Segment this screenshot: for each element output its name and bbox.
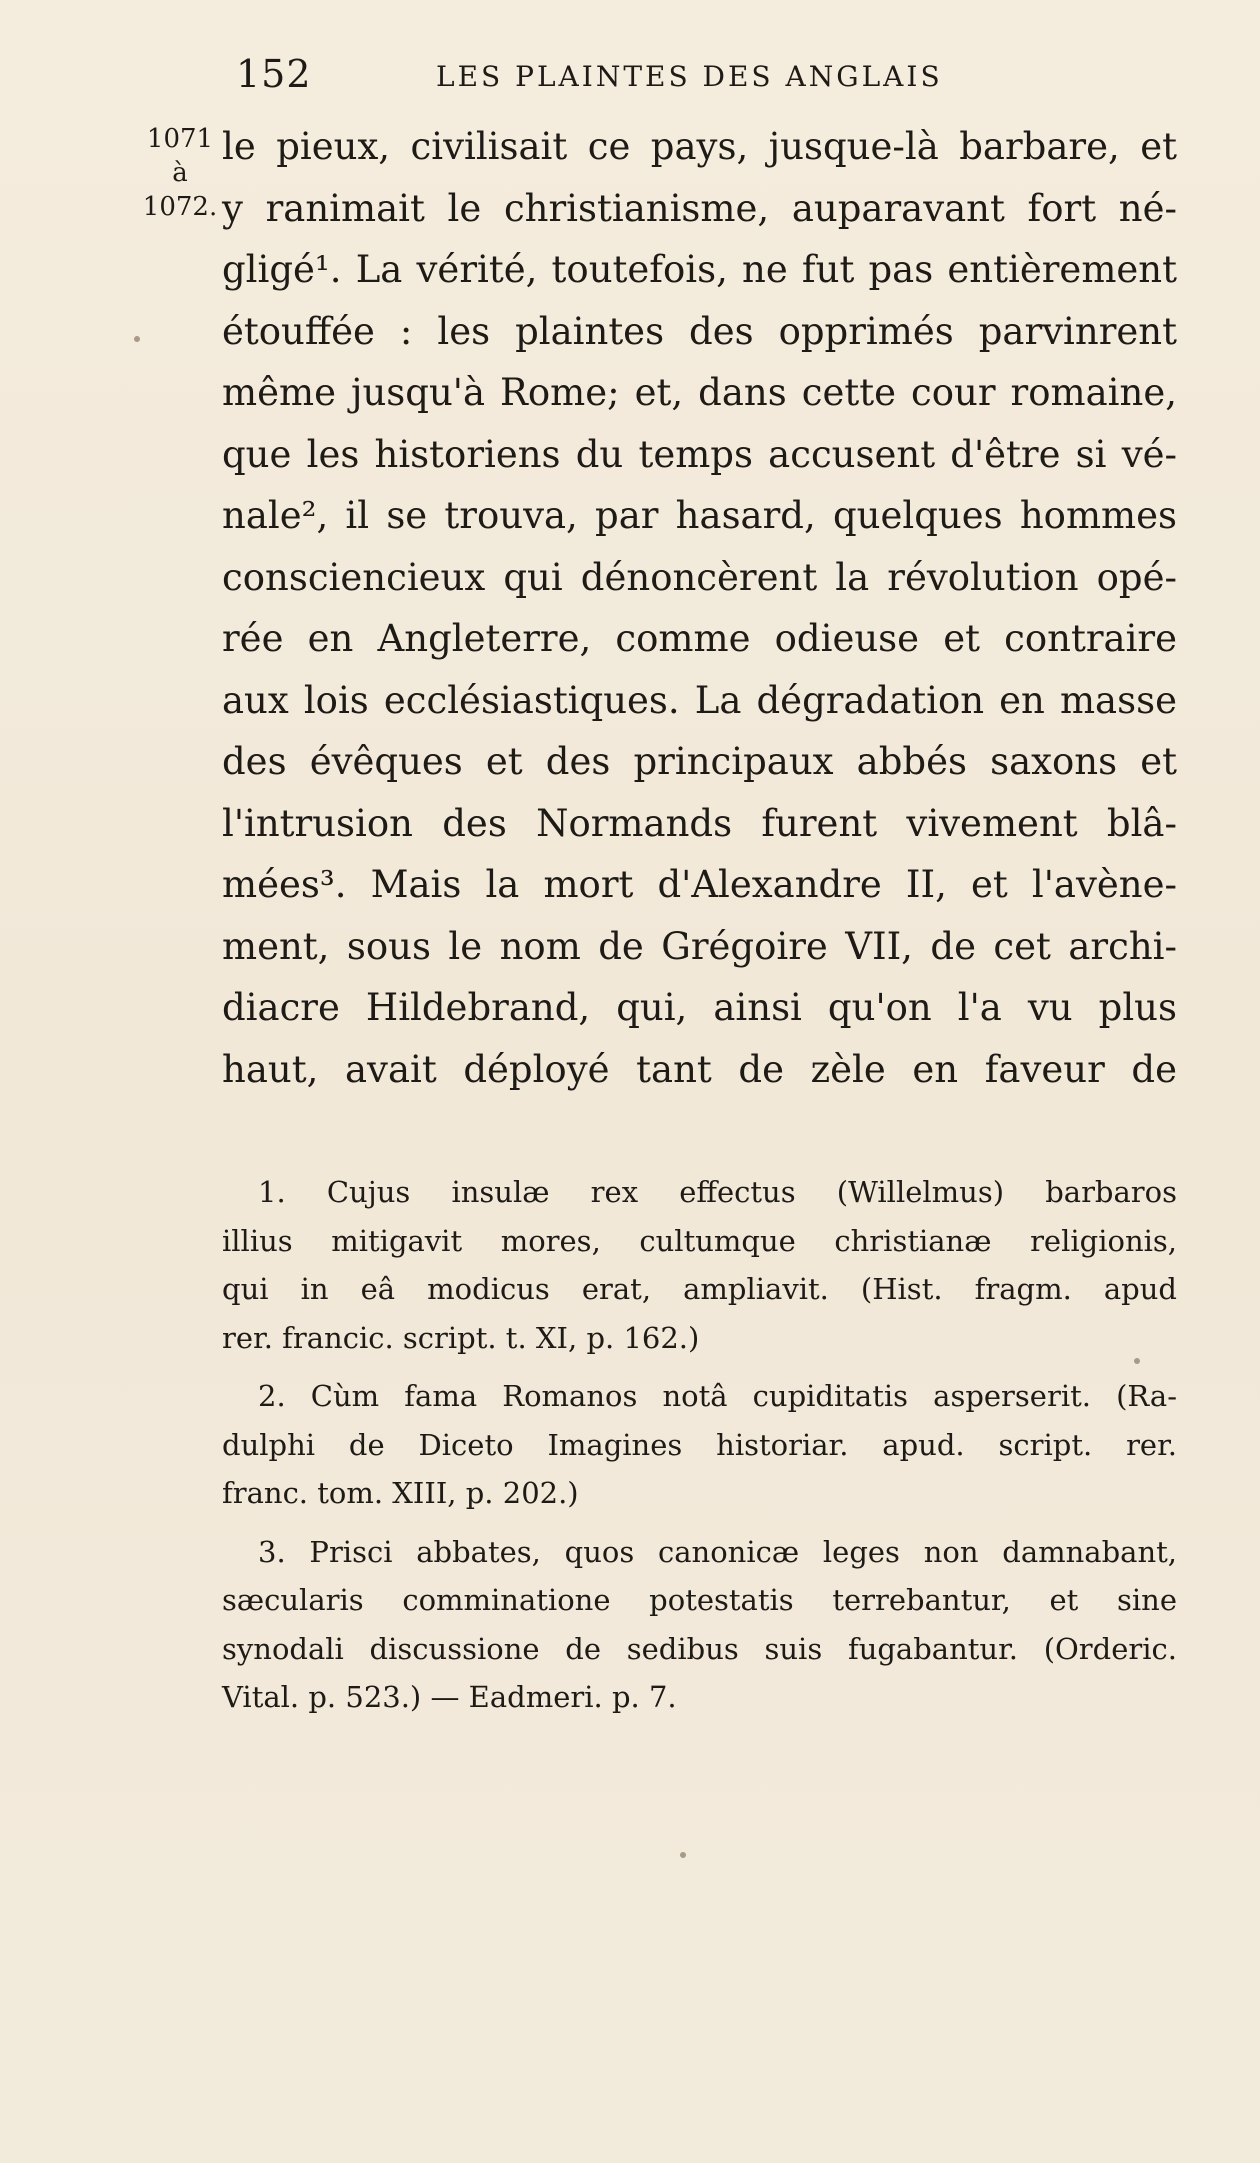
body-line: même jusqu'à Rome; et, dans cette cour romaine,	[222, 371, 1177, 414]
running-title: LES PLAINTES DES ANGLAIS	[436, 60, 943, 93]
body-line: gligé¹. La vérité, toutefois, ne fut pas entièrement	[222, 248, 1177, 291]
footnote-line: Vital. p. 523.) — Eadmeri. p. 7.	[222, 1680, 677, 1714]
body-line: que les historiens du temps accusent d'être si vé-	[222, 432, 1177, 476]
body-line: le pieux, civilisait ce pays, jusque-là barbare, et	[222, 125, 1177, 168]
margin-date-start: 1071	[146, 124, 214, 154]
footnote-line: synodali discussione de sedibus suis fugabantur. (Orderic.	[222, 1631, 1177, 1666]
footnote-line: franc. tom. XIII, p. 202.)	[222, 1476, 579, 1510]
body-line: nale², il se trouva, par hasard, quelques hommes	[222, 494, 1177, 537]
footnote-line: 3. Prisci abbates, quos canonicæ leges non damnabant,	[258, 1534, 1177, 1569]
footnote-line: illius mitigavit mores, cultumque christianæ religionis,	[222, 1223, 1177, 1258]
margin-date-end: 1072.	[142, 192, 218, 222]
footnote-line: 2. Cùm fama Romanos notâ cupiditatis asperserit. (Ra-	[258, 1379, 1177, 1413]
footnote-line: dulphi de Diceto Imagines historiar. apud. script. rer.	[222, 1427, 1177, 1462]
footnote-line: qui in eâ modicus erat, ampliavit. (Hist. fragm. apud	[222, 1272, 1177, 1306]
body-line: l'intrusion des Normands furent vivement blâ-	[222, 801, 1177, 845]
footnote-1	[222, 1168, 1177, 1362]
body-line: étouffée : les plaintes des opprimés parvinrent	[222, 309, 1177, 353]
body-line: mées³. Mais la mort d'Alexandre II, et l'avène-	[222, 863, 1177, 906]
margin-date	[140, 122, 220, 224]
body-line: rée en Angleterre, comme odieuse et contraire	[222, 617, 1177, 660]
paper-speck	[1134, 1358, 1140, 1364]
body-line: aux lois ecclésiastiques. La dégradation en masse	[222, 678, 1177, 722]
body-line: y ranimait le christianisme, auparavant fort né-	[222, 186, 1177, 230]
body-line: ment, sous le nom de Grégoire VII, de cet archi-	[222, 924, 1177, 968]
page-header	[0, 52, 1260, 102]
footnote-2	[222, 1372, 1177, 1518]
paper-speck	[680, 1852, 686, 1858]
body-line: diacre Hildebrand, qui, ainsi qu'on l'a vu plus	[222, 986, 1177, 1029]
body-line: des évêques et des principaux abbés saxons et	[222, 740, 1177, 783]
page-number: 152	[236, 52, 312, 96]
footnote-line: 1. Cujus insulæ rex effectus (Willelmus) barbaros	[258, 1175, 1177, 1209]
margin-date-separator: à	[172, 158, 188, 188]
body-line: haut, avait déployé tant de zèle en faveur de	[222, 1047, 1177, 1091]
footnote-3	[222, 1528, 1177, 1722]
footnotes	[222, 1168, 1177, 1732]
body-line: consciencieux qui dénoncèrent la révolution opé-	[222, 555, 1177, 599]
body-text	[222, 116, 1177, 1100]
footnote-line: sæcularis comminatione potestatis terrebantur, et sine	[222, 1583, 1177, 1617]
footnote-line: rer. francic. script. t. XI, p. 162.)	[222, 1320, 700, 1355]
paper-speck	[134, 336, 140, 342]
